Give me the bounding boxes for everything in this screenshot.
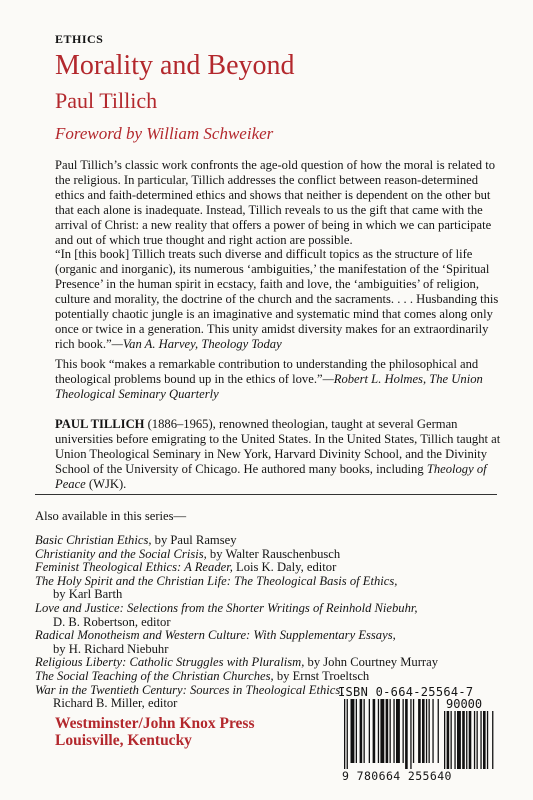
- barcode-bar: [429, 699, 430, 763]
- barcode-bar: [403, 699, 404, 763]
- list-item: [35, 534, 505, 548]
- barcode-bar: [480, 711, 481, 769]
- barcode-bar: [347, 699, 348, 769]
- quote-source: —Robert L. Holmes, The Union Theological Seminary Quarterly: [55, 372, 483, 401]
- isbn-barcode: [338, 685, 498, 783]
- barcode-bar: [364, 699, 365, 763]
- barcode-bar: [457, 711, 461, 769]
- publisher-name: Westminster/John Knox Press: [55, 715, 255, 732]
- barcode-bar: [487, 711, 488, 769]
- list-item: [35, 575, 505, 589]
- barcode-bar: [396, 699, 400, 763]
- barcode-bar: [369, 699, 370, 763]
- barcode-bar: [447, 711, 450, 769]
- series-heading: Also available in this series—: [35, 509, 187, 523]
- barcode-bars: [338, 699, 498, 769]
- barcode-bar: [462, 711, 465, 769]
- barcode-bar: [418, 699, 421, 763]
- list-item: [35, 629, 505, 643]
- series-credit: D. B. Robertson, editor: [53, 614, 171, 629]
- series-title: The Social Teaching of the Christian Churches,: [35, 668, 274, 683]
- barcode-bar: [413, 699, 414, 763]
- series-credit: by Walter Rauschenbusch: [206, 546, 341, 561]
- series-title: Love and Justice: Selections from the Shorter Writings of Reinhold Niebuhr,: [35, 600, 418, 615]
- series-title: Christianity and the Social Crisis,: [35, 546, 207, 561]
- bio-book-title: Theology of Peace: [55, 462, 487, 491]
- series-title: Feminist Theological Ethics: A Reader,: [35, 560, 233, 575]
- bio-text: (1886–1965), renowned theologian, taught at several German universities before emigrating to the United States. In the United States, Tillich taught at Union Theological Seminary in New York, Harvard Divinity School, and the Divinity School of the University of Chicago. He authored many books, including: [55, 417, 501, 476]
- series-credit: by Karl Barth: [53, 587, 123, 602]
- series-credit: by Paul Ramsey: [151, 533, 237, 547]
- ean-number: 9 780664 255640: [342, 769, 452, 783]
- series-title: The Holy Spirit and the Christian Life: The Theological Basis of Ethics,: [35, 573, 398, 588]
- barcode-bar: [393, 699, 394, 763]
- series-credit: by Ernst Troeltsch: [273, 668, 370, 683]
- series-title: Radical Monotheism and Western Culture: With Supplementary Essays,: [35, 628, 396, 643]
- divider: [35, 494, 497, 495]
- series-credit: by John Courtney Murray: [304, 655, 438, 670]
- list-item: [35, 548, 505, 562]
- series-credit: by H. Richard Niebuhr: [53, 641, 169, 656]
- review-quote-harvey: [55, 247, 501, 352]
- category-label: ETHICS: [55, 32, 104, 46]
- series-title: War in the Twentieth Century: Sources in Theological Ethics,: [35, 682, 344, 697]
- barcode-bar: [477, 711, 478, 769]
- publisher-city: Louisville, Kentucky: [55, 732, 192, 749]
- barcode-bar: [344, 699, 345, 769]
- barcode-bar: [386, 699, 389, 763]
- quote-text: This book “makes a remarkable contribution to understanding the philosophical and theological problems bound up in the ethics of love.”: [55, 357, 479, 386]
- foreword-credit: Foreword by William Schweiker: [55, 124, 274, 143]
- barcode-bar: [380, 699, 384, 763]
- barcode-bar: [351, 699, 355, 763]
- barcode-bar: [469, 711, 472, 769]
- bio-end: (WJK).: [85, 477, 127, 491]
- barcode-bar: [466, 711, 467, 769]
- quote-source: —Van A. Harvey, Theology Today: [111, 337, 282, 351]
- list-item: [35, 670, 505, 684]
- barcode-bar: [373, 699, 376, 763]
- barcode-bar: [432, 699, 433, 763]
- series-title: Basic Christian Ethics,: [35, 533, 152, 547]
- list-item-continuation: [35, 616, 505, 630]
- barcode-bar: [422, 699, 425, 763]
- list-item-continuation: [35, 643, 505, 657]
- description-paragraph: Paul Tillich’s classic work confronts the age-old question of how the moral is related to the religious. In particular, Tillich addresses the conflict between reason-determined ethics and faith-determined ethics and shows that neither is dependent on the other but that each alone is inadequate. Instead, Tillich reveals to us the gift that came with the arrival of Christ: a new reality that offers a power of being in which we can participate and out of which true thought and right action are possible.: [55, 158, 496, 247]
- series-credit: Richard B. Miller, editor: [53, 696, 178, 711]
- barcode-bar: [451, 711, 452, 769]
- series-title: Religious Liberty: Catholic Struggles with Pluralism,: [35, 655, 305, 670]
- isbn-number: ISBN 0-664-25564-7: [338, 685, 474, 699]
- barcode-addon-number: 90000: [446, 697, 483, 711]
- barcode-bar: [474, 711, 475, 769]
- barcode-bar: [356, 699, 357, 763]
- author-name: PAUL TILLICH: [55, 417, 145, 431]
- review-quote-holmes: [55, 357, 501, 402]
- list-item: [35, 656, 505, 670]
- barcode-bar: [454, 711, 455, 769]
- barcode-bar: [444, 711, 445, 769]
- book-author: Paul Tillich: [55, 88, 158, 113]
- quote-text: “In [this book] Tillich treats such diverse and difficult topics as the structure of life (organic and inorganic), its numerous ‘ambiguities,’ the manifestation of the ‘Spiritual Presence’ in the human spirit in ecstacy, faith and love, the ‘ambiguities’ of religion, culture and morality, the doctrine of the church and the sacraments. . . . Husbanding this potentially chaotic jungle is an imaginative and systematic mind that comes along only once or twice in a generation. This unity amidst diversity makes for an extraordinarily rich book.”: [55, 247, 499, 351]
- barcode-bar: [426, 699, 427, 763]
- author-bio: [55, 417, 501, 492]
- barcode-bar: [492, 711, 493, 769]
- barcode-bar: [360, 699, 363, 763]
- barcode-bar: [390, 699, 391, 763]
- list-item: [35, 602, 505, 616]
- list-item: [35, 561, 505, 575]
- series-credit: Lois K. Daly, editor: [232, 560, 337, 575]
- barcode-bar: [410, 699, 411, 769]
- barcode-bar: [483, 711, 486, 769]
- barcode-bar: [405, 699, 408, 769]
- list-item-continuation: [35, 588, 505, 602]
- book-title: Morality and Beyond: [55, 50, 295, 81]
- publisher-imprint: [55, 715, 255, 749]
- barcode-bar: [438, 699, 439, 763]
- barcode-bar: [378, 699, 379, 763]
